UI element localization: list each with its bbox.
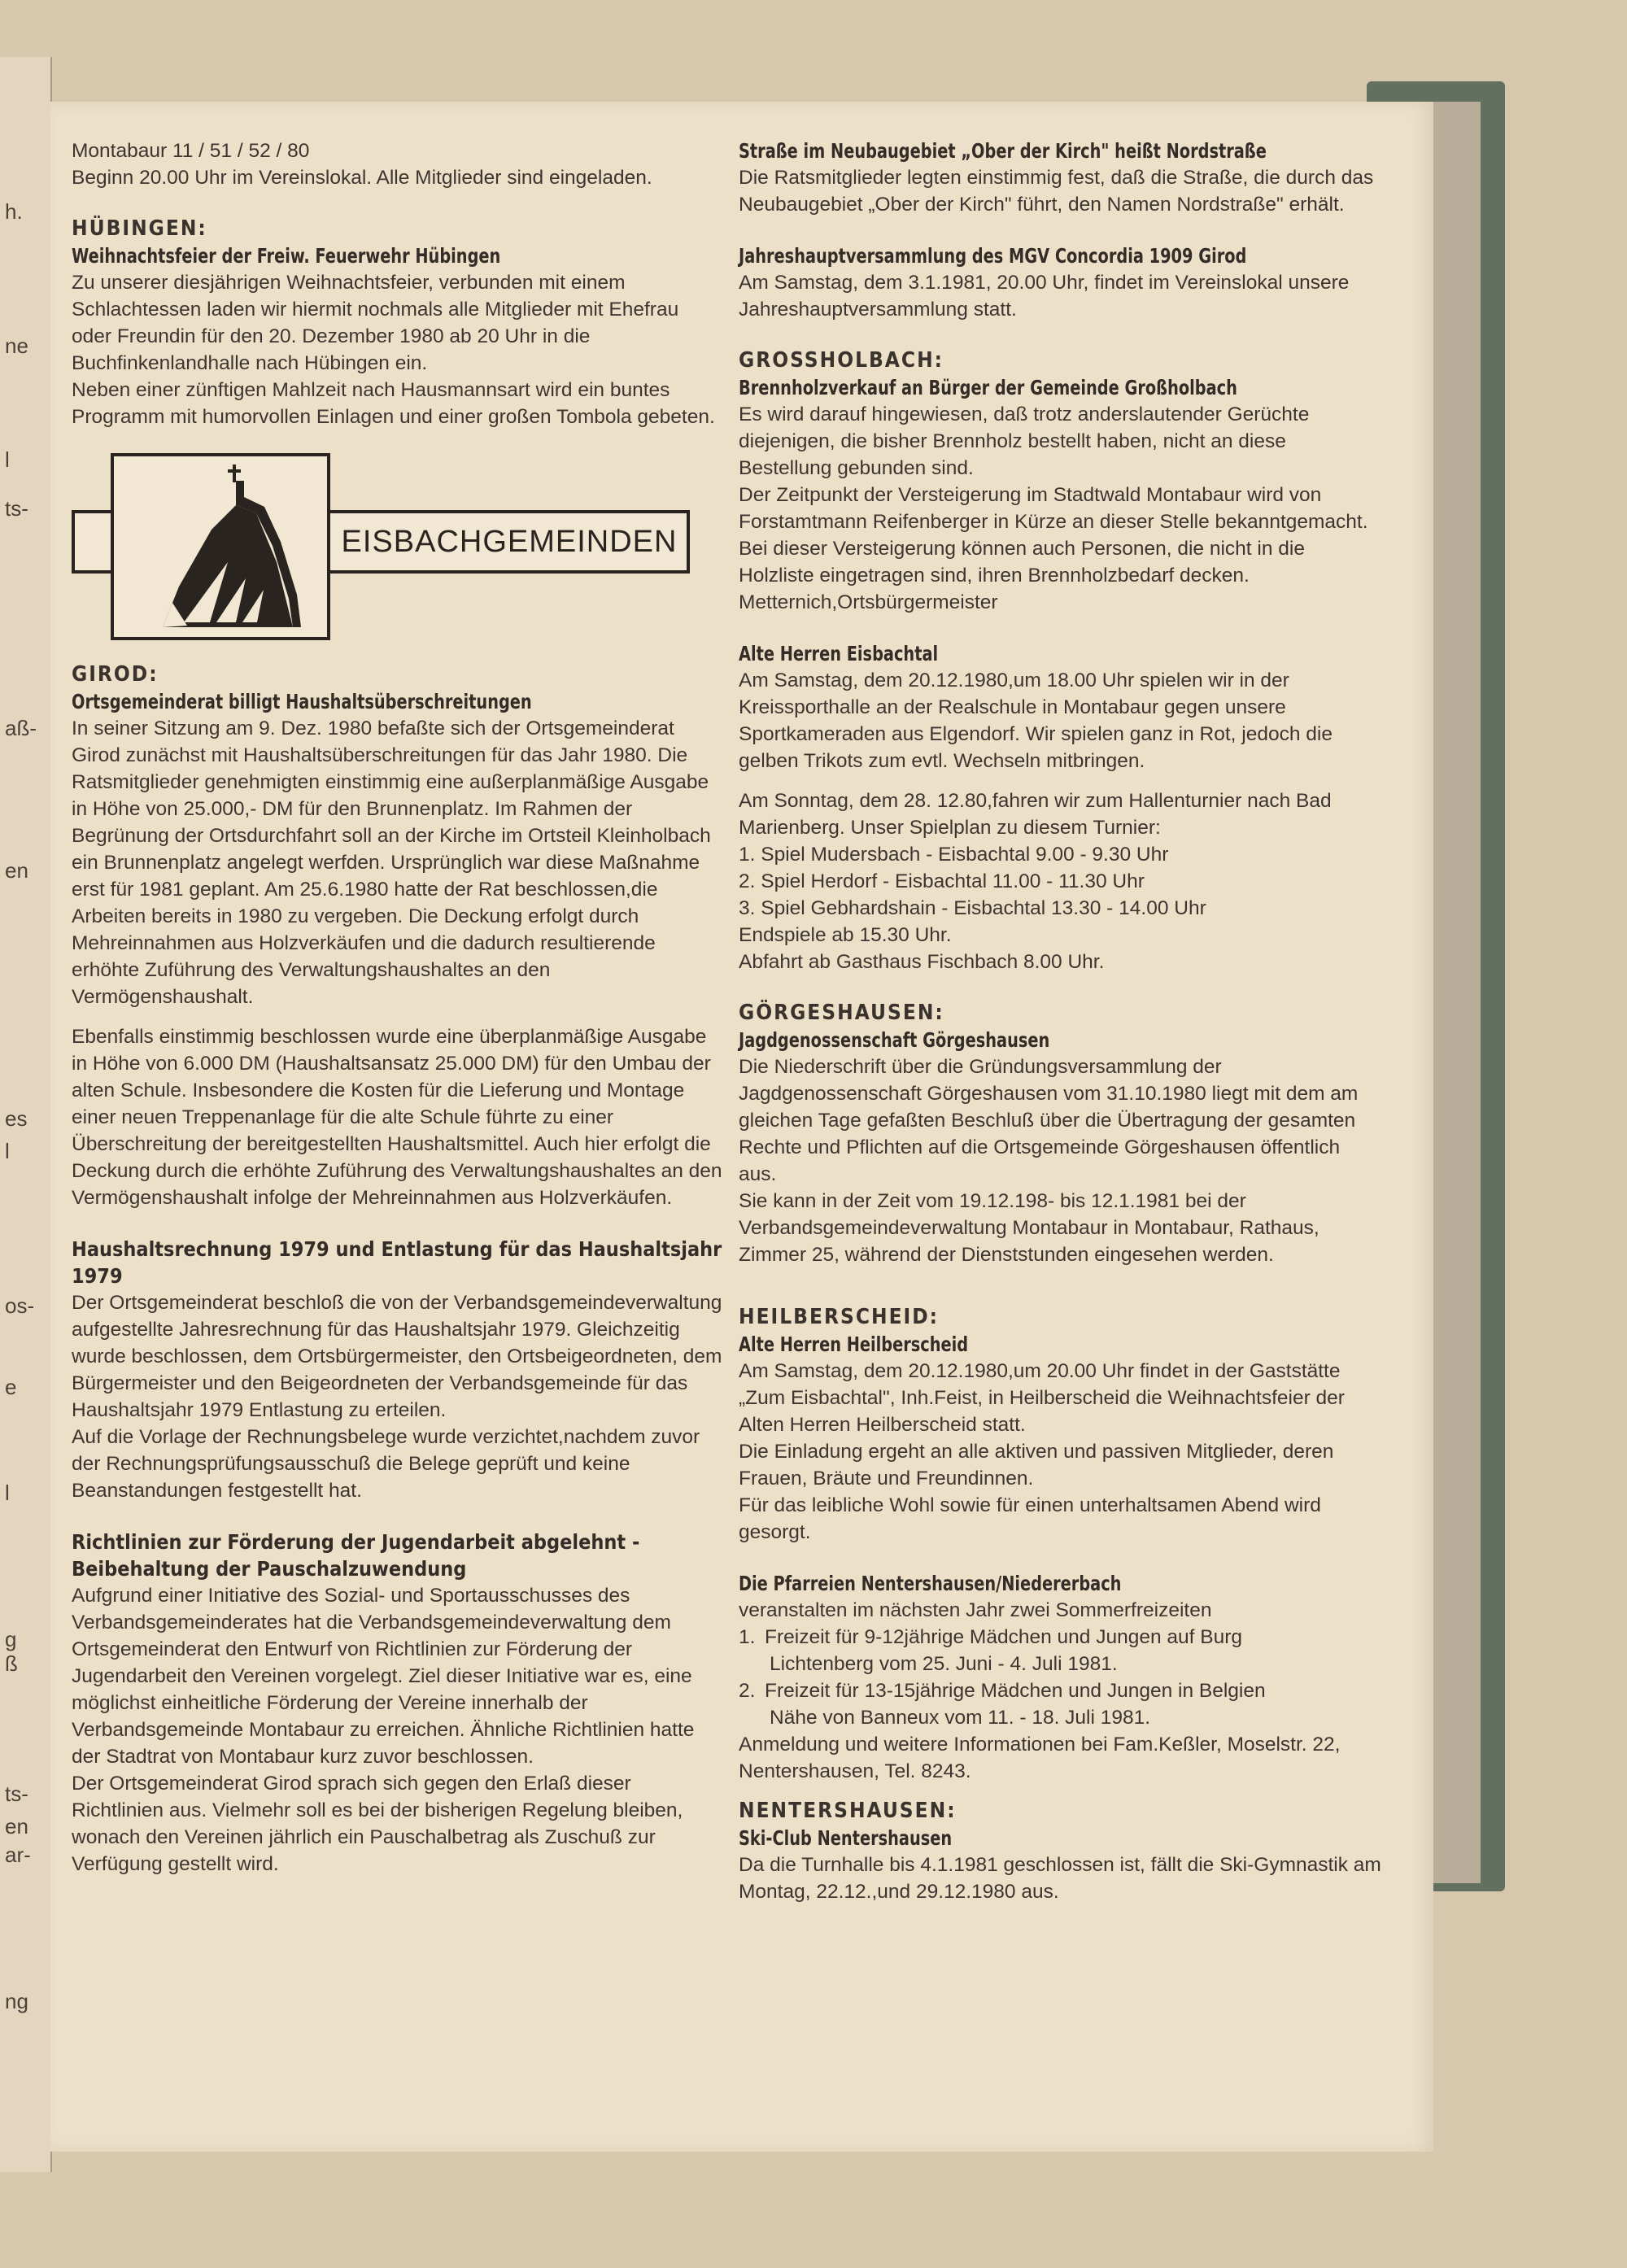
article-body: Die Einladung ergeht an alle aktiven und passiven Mitglieder, deren Frauen, Bräute und Freundinnen. (739, 1441, 1334, 1489)
contact-text: Anmeldung und weitere Informationen bei Fam.Keßler, Moselstr. 22, Nentershausen, Tel. 8243. (739, 1734, 1341, 1782)
mountain-church-icon (114, 456, 327, 637)
list-text: Freizeit für 9-12jährige Mädchen und Jungen auf Burg (765, 1626, 1242, 1648)
eisbachgemeinden-logo (72, 453, 690, 640)
prev-page-fragment: ß (5, 1651, 18, 1676)
prev-page-fragment: ts- (5, 1782, 28, 1806)
bulletin-page (50, 102, 1433, 2152)
prev-page-fragment: es (5, 1106, 28, 1131)
prev-page-fragment: en (5, 858, 28, 883)
article-body: Der Ortsgemeinderat beschloß die von der Verbandsgemeindeverwaltung aufgestellte Jahresrechnung für das Haushaltsjahr 1979. Gleichzeitig wurde beschlossen, dem Ortsbürgermeister, den Ortsbeigeordneten, dem Bürgermeister und den Beigeordneten der Verbandsgemeinde für das Haushaltsjahr 1979 Entlastung zu erteilen. (72, 1292, 722, 1421)
prev-page-fragment: l (5, 1139, 10, 1163)
article-body: Am Samstag, dem 3.1.1981, 20.00 Uhr, findet im Vereinslokal unsere Jahreshauptversammlung statt. (739, 272, 1350, 321)
prev-page-fragment: os- (5, 1293, 35, 1318)
prev-page-fragment: l (5, 1481, 10, 1505)
abfahrt-text: Abfahrt ab Gasthaus Fischbach 8.00 Uhr. (739, 951, 1105, 973)
article-body: Auf die Vorlage der Rechnungsbelege wurde verzichtet,nachdem zuvor der Rechnungsprüfungsausschuß die Belege geprüft und keine Beanstandungen festgestellt hat. (72, 1426, 700, 1502)
list-text: Freizeit für 13-15jährige Mädchen und Jungen in Belgien (765, 1680, 1266, 1702)
article-title-pfarreien: Die Pfarreien Nentershausen/Niedererbach (739, 1572, 1122, 1595)
article-body: Der Zeitpunkt der Versteigerung im Stadtwald Montabaur wird von Forstamtmann Reifenberger in Kürze an dieser Stelle bekanntgemacht. Bei dieser Versteigerung können auch Personen, die nicht in die Holzliste eingetragen sind, ihren Brennholzbedarf decken. (739, 484, 1368, 587)
signature: Metternich,Ortsbürgermeister (739, 591, 998, 613)
logo-text: EISBACHGEMEINDEN (341, 524, 678, 559)
article-body: veranstalten im nächsten Jahr zwei Sommerfreizeiten (739, 1599, 1212, 1621)
intro-text: Beginn 20.00 Uhr im Vereinslokal. Alle Mitglieder sind eingeladen. (72, 167, 652, 189)
list-number: 2. (739, 1680, 756, 1702)
town-heading-heilberscheid: HEILBERSCHEID: (739, 1305, 940, 1329)
town-heading-girod: GIROD: (72, 662, 159, 687)
prev-page-fragment: ts- (5, 496, 28, 521)
article-body: Der Ortsgemeinderat Girod sprach sich gegen den Erlaß dieser Richtlinien aus. Vielmehr soll es bei der bisherigen Regelung bleiben, wonach den Vereinen jährlich ein Pauschalbetrag als Zuschuß zur Verfügung gestellt wird. (72, 1773, 683, 1875)
article-title-richtlinien: Richtlinien zur Förderung der Jugendarbeit abgelehnt - Beibehaltung der Pauschalzuwendung (72, 1530, 640, 1581)
article-title-mgv: Jahreshauptversammlung des MGV Concordia 1909 Girod (739, 244, 1247, 268)
list-number: 1. (739, 1626, 756, 1648)
prev-page-fragment: aß- (5, 716, 37, 740)
article-title-haushaltsrechnung: Haushaltsrechnung 1979 und Entlastung für das Haushaltsjahr 1979 (72, 1237, 722, 1288)
prev-page-fragment: ne (5, 334, 28, 358)
list-text-continued: Nähe von Banneux vom 11. - 18. Juli 1981. (770, 1707, 1151, 1729)
article-title-nordstrasse: Straße im Neubaugebiet „Ober der Kirch" heißt Nordstraße (739, 139, 1267, 163)
town-heading-huebingen: HÜBINGEN: (72, 216, 207, 241)
article-body: Sie kann in der Zeit vom 19.12.198- bis 12.1.1981 bei der Verbandsgemeindeverwaltung Montabaur in Montabaur, Rathaus, Zimmer 25, während der Dienststunden eingesehen werden. (739, 1190, 1319, 1266)
list-item (739, 1624, 1381, 1677)
page-edge-stack (1432, 102, 1481, 1883)
article-title-alte-herren-heilberscheid: Alte Herren Heilberscheid (739, 1332, 969, 1356)
prev-page-fragment: en (5, 1814, 28, 1838)
right-column (739, 137, 1381, 1905)
previous-page-edge (0, 57, 52, 2172)
reference-number: Montabaur 11 / 51 / 52 / 80 (72, 140, 310, 162)
town-heading-grossholbach: GROSSHOLBACH: (739, 348, 944, 373)
article-body: Aufgrund einer Initiative des Sozial- und Sportausschusses des Verbandsgemeinderates hat die Verbandsgemeindeverwaltung dem Ortsgemeinderat den Entwurf von Richtlinien zur Förderung der Jugendarbeit den Vereinen vorgelegt. Ziel dieser Initiative war es, eine möglichst einheitliche Förderung der Vereine innerhalb der Verbandsgemeinde Montabaur zu erreichen. Ähnliche Richtlinien hatte der Stadtrat von Montabaur kurz zuvor beschlossen. (72, 1585, 695, 1768)
article-body: Am Sonntag, dem 28. 12.80,fahren wir zum Hallenturnier nach Bad Marienberg. Unser Spielplan zu diesem Turnier: (739, 790, 1332, 839)
list-item (739, 1677, 1381, 1731)
town-heading-nentershausen: NENTERSHAUSEN: (739, 1799, 957, 1823)
article-title-brennholz: Brennholzverkauf an Bürger der Gemeinde Großholbach (739, 376, 1237, 399)
article-title-feuerwehr: Weihnachtsfeier der Freiw. Feuerwehr Hübingen (72, 244, 501, 268)
article-body: Ebenfalls einstimmig beschlossen wurde eine überplanmäßige Ausgabe in Höhe von 6.000 DM (Haushaltsansatz 25.000 DM) für den Umbau der alten Schule. Insbesondere die Kosten für die Lieferung und Montage einer neuen Treppenanlage für die alte Schule führte zu einer Überschreitung der bereitgestellten Haushaltsmittel. Auch hier erfolgt die Deckung durch die erhöhte Zuführung des Verwaltungshaushaltes an den Vermögenshaushalt infolge der Mehreinnahmen aus Holzverkäufen. (72, 1026, 722, 1209)
prev-page-fragment: ng (5, 1989, 28, 2013)
game-schedule-item: 1. Spiel Mudersbach - Eisbachtal 9.00 - 9.30 Uhr (739, 844, 1169, 866)
article-title-alte-herren-eisbachtal: Alte Herren Eisbachtal (739, 642, 939, 665)
article-body: Da die Turnhalle bis 4.1.1981 geschlossen ist, fällt die Ski-Gymnastik am Montag, 22.12.,und 29.12.1980 aus. (739, 1854, 1381, 1903)
game-schedule-item: 2. Spiel Herdorf - Eisbachtal 11.00 - 11.30 Uhr (739, 870, 1145, 892)
article-body: Zu unserer diesjährigen Weihnachtsfeier, verbunden mit einem Schlachtessen laden wir hiermit nochmals alle Mitglieder mit Ehefrau oder Freundin für den 20. Dezember 1980 ab 20 Uhr in die Buchfinkenlandhalle nach Hübingen ein. (72, 272, 679, 374)
prev-page-fragment: e (5, 1375, 17, 1399)
game-schedule-item: 3. Spiel Gebhardshain - Eisbachtal 13.30 - 14.00 Uhr (739, 897, 1206, 919)
town-heading-goergeshausen: GÖRGESHAUSEN: (739, 1001, 944, 1025)
prev-page-fragment: l (5, 447, 10, 472)
logo-emblem-frame (111, 453, 330, 640)
prev-page-fragment: g (5, 1627, 17, 1651)
article-title-haushaltsueberschreitungen: Ortsgemeinderat billigt Haushaltsüberschreitungen (72, 690, 532, 713)
left-column (72, 137, 722, 1878)
article-title-ski-club: Ski-Club Nentershausen (739, 1826, 953, 1850)
article-body: Die Ratsmitglieder legten einstimmig fest, daß die Straße, die durch das Neubaugebiet „Ober der Kirch" führt, den Namen Nordstraße" erhält. (739, 167, 1374, 216)
prev-page-fragment: ar- (5, 1843, 31, 1867)
article-body: In seiner Sitzung am 9. Dez. 1980 befaßte sich der Ortsgemeinderat Girod zunächst mit Haushaltsüberschreitungen für das Jahr 1980. Die Ratsmitglieder genehmigten einstimmig eine außerplanmäßige Ausgabe in Höhe von 25.000,- DM für den Brunnenplatz. Im Rahmen der Begrünung der Ortsdurchfahrt soll an der Kirche im Ortsteil Kleinholbach ein Brunnenplatz angelegt werfden. Ursprünglich war diese Maßnahme erst für 1981 geplant. Am 25.6.1980 hatte der Rat beschlossen,die Arbeiten bereits in 1980 zu vergeben. Die Deckung erfolgt durch Mehreinnahmen aus Holzverkäufen und die dadurch resultierende erhöhte Zuführung des Verwaltungshaushaltes an den Vermögenshaushalt. (72, 717, 711, 1008)
article-title-jagdgenossenschaft: Jagdgenossenschaft Görgeshausen (739, 1028, 1050, 1052)
endspiele-text: Endspiele ab 15.30 Uhr. (739, 924, 952, 946)
article-body: Am Samstag, dem 20.12.1980,um 18.00 Uhr spielen wir in der Kreissporthalle an der Realschule in Montabaur gegen unsere Sportkameraden aus Elgendorf. Wir spielen ganz in Rot, jedoch die gelben Trikots zum evtl. Wechseln mitbringen. (739, 669, 1333, 772)
article-body: Am Samstag, dem 20.12.1980,um 20.00 Uhr findet in der Gaststätte „Zum Eisbachtal", Inh.Feist, in Heilberscheid die Weihnachtsfeier der Alten Herren Heilberscheid statt. (739, 1360, 1345, 1436)
list-text-continued: Lichtenberg vom 25. Juni - 4. Juli 1981. (770, 1653, 1118, 1675)
article-body: Es wird darauf hingewiesen, daß trotz anderslautender Gerüchte diejenigen, die bisher Brennholz bestellt haben, nicht an diese Bestellung gebunden sind. (739, 403, 1310, 479)
article-body: Die Niederschrift über die Gründungsversammlung der Jagdgenossenschaft Görgeshausen vom 31.10.1980 liegt mit dem am gleichen Tage gefaßten Beschluß über die Übertragung der gesamten Rechte und Pflichten auf die Ortsgemeinde Görgeshausen öffentlich aus. (739, 1056, 1359, 1185)
article-body: Neben einer zünftigen Mahlzeit nach Hausmannsart wird ein buntes Programm mit humorvollen Einlagen und einer großen Tombola gebeten. (72, 379, 715, 428)
article-body: Für das leibliche Wohl sowie für einen unterhaltsamen Abend wird gesorgt. (739, 1494, 1321, 1543)
freizeit-list (739, 1624, 1381, 1731)
prev-page-fragment: h. (5, 199, 23, 224)
